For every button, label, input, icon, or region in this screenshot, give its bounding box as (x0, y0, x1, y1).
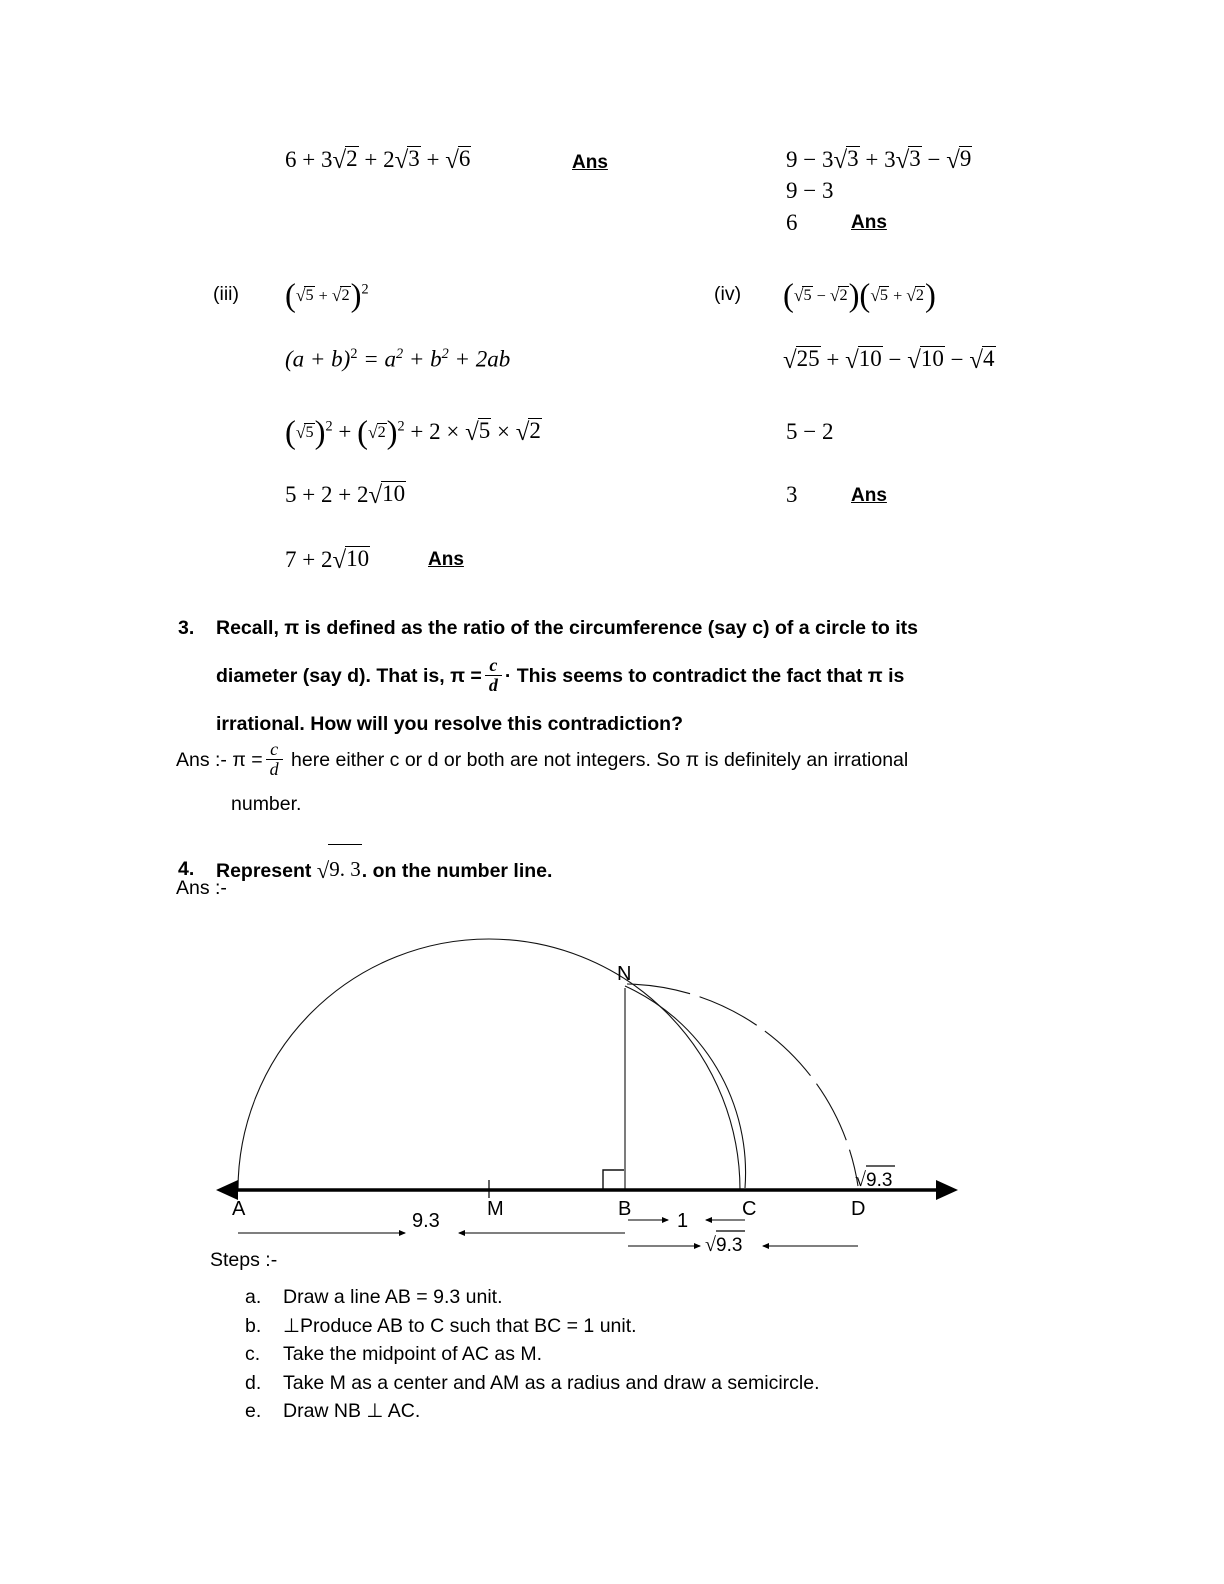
ans-label-line1-left: Ans (572, 152, 608, 173)
number-line-left-arrowhead (216, 1180, 238, 1200)
question-4-number: 4. (178, 858, 195, 880)
semicircle-arc (238, 939, 740, 1190)
question-4-text-before: Represent (216, 860, 312, 882)
expression-iii-line3: $(√5)^2 + (√2)^2 + 2 \times √5 \times √2$ (285, 415, 541, 451)
point-label-D: D (851, 1198, 866, 1220)
step-label: c. (245, 1343, 261, 1365)
expression-iii-line4: 5 + 2 + 2√10 (285, 480, 406, 509)
step-item (245, 1369, 985, 1398)
expression-iii-line1: $(√5 + √2)^2$ (285, 278, 369, 314)
expression-iv-line2: √25 + √10 − √10 − √4 (783, 345, 995, 374)
step-item (245, 1397, 985, 1426)
question-3-line-c: irrational. How will you resolve this contradiction? (216, 713, 683, 735)
step-label: a. (245, 1286, 262, 1308)
question-4-answer-label: Ans :- (176, 877, 227, 899)
sqrt-3-icon: √3 (895, 145, 921, 174)
sqrt-3-icon: √3 (394, 145, 420, 174)
fraction-denominator: d (266, 759, 283, 779)
sqrt-6-icon: √6 (445, 145, 471, 174)
step-item (245, 1312, 985, 1341)
expression-iv-line4: 3 (786, 482, 798, 507)
expression-line1-left: 6 + 3√2 + 2√3 + √6 (285, 145, 471, 174)
dim-label-bc: 1 (677, 1210, 689, 1232)
expression-line1-right-step3: 6 (786, 210, 798, 235)
fraction-numerator: c (270, 738, 279, 759)
number-line-right-arrowhead (936, 1180, 958, 1200)
part-label-iv: (iv) (714, 283, 742, 305)
step-text: Draw a line AB = 9.3 unit. (283, 1286, 503, 1308)
question-3-answer-prefix: Ans :- π = (176, 749, 263, 771)
point-label-A: A (232, 1198, 246, 1220)
point-label-N: N (617, 963, 632, 985)
svg-text:√: √ (855, 1169, 866, 1191)
arc-N-to-C (625, 986, 746, 1188)
ans-label-iv: Ans (851, 485, 887, 506)
sqrt-9-icon: √9 (946, 145, 972, 174)
step-text: Take the midpoint of AC as M. (283, 1343, 543, 1365)
question-3-line-b-part2: · This seems to contradict the fact that π is (504, 665, 905, 687)
step-label: b. (245, 1314, 262, 1337)
step-text: ⊥Produce AB to C such that BC = 1 unit. (283, 1314, 637, 1337)
question-3-answer-cont: number. (231, 793, 302, 815)
sqrt-9point3-icon: √9. 3 (317, 845, 362, 894)
expression-iii-identity: $(a + b)^2 = a^2 + b^2 + 2ab$ (285, 346, 511, 372)
sqrt-2-icon: √2 (332, 145, 358, 174)
question-3-answer-body: here either c or d or both are not integers. So π is definitely an irrational (291, 749, 909, 771)
expression-line1-right: 9 − 3√3 + 3√3 − √9 (786, 145, 972, 174)
dim-label-ab: 9.3 (412, 1210, 440, 1232)
step-label: e. (245, 1400, 262, 1422)
fraction-numerator: c (489, 654, 498, 675)
step-item (245, 1283, 985, 1312)
question-4-text-after: . on the number line. (361, 860, 553, 882)
svg-text:√: √ (705, 1234, 716, 1256)
expression-line1-right-step2: 9 − 3 (786, 178, 834, 203)
svg-text:9.3: 9.3 (866, 1170, 893, 1191)
dim-label-bd-sqrt (705, 1231, 745, 1256)
step-text: Draw NB ⊥ AC. (283, 1400, 421, 1422)
part-label-iii: (iii) (213, 283, 239, 305)
steps-title: Steps :- (210, 1249, 278, 1271)
arc-N-to-D-dashed (627, 984, 858, 1186)
point-label-M: M (487, 1198, 504, 1220)
question-4-text (216, 845, 552, 895)
point-label-C: C (742, 1198, 757, 1220)
expression-iv-line1: (√5 − √2)(√5 + √2) (783, 278, 936, 314)
fraction-denominator: d (485, 675, 502, 695)
number-line-construction-diagram (0, 920, 1000, 1260)
question-3-number: 3. (178, 617, 195, 639)
ans-label-line1-right: Ans (851, 212, 887, 233)
construction-svg (0, 920, 1000, 1260)
step-label: d. (245, 1371, 262, 1394)
expression-iii-line5: 7 + 2√10 (285, 545, 370, 574)
fraction-c-over-d (485, 656, 502, 696)
sqrt-3-icon: √3 (833, 145, 859, 174)
question-3-line-b-part1: diameter (say d). That is, π = (216, 665, 482, 687)
steps-list (245, 1283, 985, 1426)
label-sqrt-9point3-at-D (855, 1166, 895, 1191)
expression-iv-line3: 5 − 2 (786, 419, 834, 444)
question-3-line-b (216, 652, 1026, 700)
step-item (245, 1340, 985, 1369)
question-3-answer (176, 738, 1026, 782)
point-label-B: B (618, 1198, 632, 1220)
fraction-c-over-d (266, 740, 283, 780)
right-angle-marker (603, 1170, 624, 1190)
svg-text:9.3: 9.3 (716, 1235, 743, 1256)
ans-label-iii: Ans (428, 549, 464, 570)
step-text: Take M as a center and AM as a radius and draw a semicircle. (283, 1371, 820, 1394)
question-3-line-a: Recall, π is defined as the ratio of the circumference (say c) of a circle to its (216, 617, 918, 639)
radicand-value: 9. 3 (328, 844, 362, 893)
